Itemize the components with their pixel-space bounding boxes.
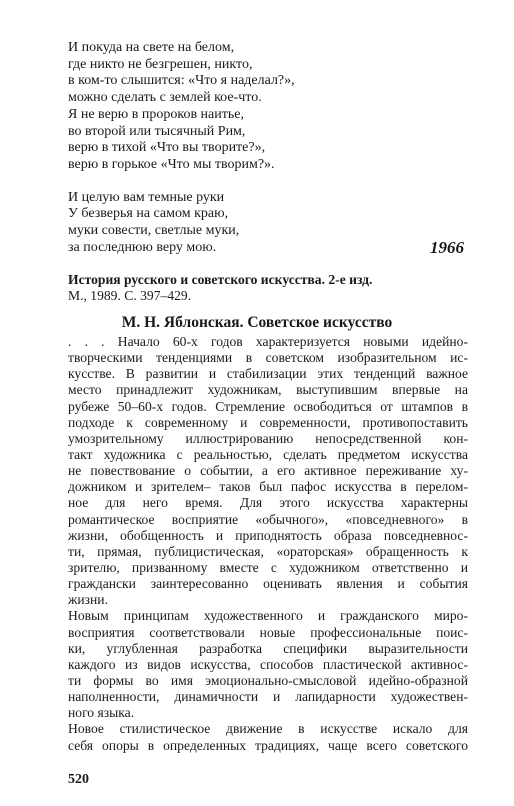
poem-year: 1966 xyxy=(430,238,464,257)
text-line: ное для него время. Для этого искусства характерны xyxy=(68,495,468,511)
article-body xyxy=(68,334,468,754)
text-line: Новым принципам художественного и гражданского миро- xyxy=(68,608,468,624)
text-line: каждого из видов искусства, способов пластической активнос- xyxy=(68,656,468,672)
poem-line: И целую вам темные руки xyxy=(68,189,225,205)
stanza-gap xyxy=(68,174,295,190)
paragraph-3 xyxy=(68,721,468,753)
poem-line: И покуда на свете на белом, xyxy=(68,40,235,55)
poem-line: муки совести, светлые муки, xyxy=(68,223,240,239)
text-line: ти формы во имя эмоционально-смысловой идейно-образной xyxy=(68,672,468,688)
text-line: себя опоры в определенных традициях, чаще всего советского xyxy=(68,737,468,753)
text-line: не повествование о событии, а его активное переживание ху- xyxy=(68,463,468,479)
poem-line: за последнюю веру мою. xyxy=(68,239,217,255)
text-line: . . . Начало 60-х годов характеризуется новыми идейно- xyxy=(68,334,468,349)
poem-line: можно сделать с землей кое-что. xyxy=(68,90,262,106)
text-line: жизни, обобщенность и приподнятость образа повседневнос- xyxy=(68,527,468,543)
text-line: рубеже 50–60-х годов. Стремление освободиться от штампов в xyxy=(68,398,468,414)
text-line: ти, прямая, публицистическая, «ораторская» обращенность к xyxy=(68,543,468,559)
text-line: Новое стилистическое движение в искусстве искало для xyxy=(68,721,468,737)
text-line: дожником и зрителем– таков был пафос искусства в перелом- xyxy=(68,479,468,495)
text-line: восприятия соответствовали новые профессиональные поис- xyxy=(68,624,468,640)
text-line: творческими тенденциями в советском изобразительном ис- xyxy=(68,350,468,366)
poem-line: У безверья на самом краю, xyxy=(68,206,229,222)
text-line: романтическое восприятие «обычного», «повседневного» в xyxy=(68,511,468,527)
text-line: такт художника с реальностью, сделать предметом искусства xyxy=(68,446,468,462)
source-citation xyxy=(68,272,458,304)
text-line: жизни. xyxy=(68,592,108,608)
text-line: ного языка. xyxy=(68,705,135,721)
poem-line: где никто не безгрешен, никто, xyxy=(68,56,253,72)
poem-stanza-1 xyxy=(68,40,295,174)
text-line: зрителю, призванному вместе с художником ответственно и xyxy=(68,559,468,575)
text-line: место принадлежит художникам, выступившим впервые на xyxy=(68,382,468,398)
text-line: кусстве. В развитии и стабилизации этих тенденций важное xyxy=(68,366,468,382)
text-line: умозрительному иллюстрированию непосредственной кон- xyxy=(68,430,468,446)
source-details: М., 1989. С. 397–429. xyxy=(68,288,192,303)
poem-line: верю в тихой «Что вы творите?», xyxy=(68,140,266,156)
paragraph-1 xyxy=(68,334,468,608)
text-line: ки, углубленная разработка специфики выразительности xyxy=(68,640,468,656)
source-title: История русского и советского искусства. 2-е изд. xyxy=(68,272,373,287)
poem-line: верю в горькое «Что мы творим?». xyxy=(68,156,275,172)
poem-line: во второй или тысячный Рим, xyxy=(68,123,246,139)
text-line: наполненности, динамичности и лапидарности художествен- xyxy=(68,689,468,705)
text-line: граждански заинтересованно оценивать явления и события xyxy=(68,576,468,592)
paragraph-2 xyxy=(68,608,468,721)
poem-line: в ком-то слышится: «Что я наделал?», xyxy=(68,73,295,89)
page-number: 520 xyxy=(68,772,89,787)
text-line: подходе к современному и современности, противопоставить xyxy=(68,414,468,430)
section-heading: М. Н. Яблонская. Советское искусство xyxy=(121,314,393,331)
poem xyxy=(68,40,295,256)
poem-line: Я не верю в пророков наитье, xyxy=(68,106,244,122)
poem-stanza-2 xyxy=(68,190,295,257)
